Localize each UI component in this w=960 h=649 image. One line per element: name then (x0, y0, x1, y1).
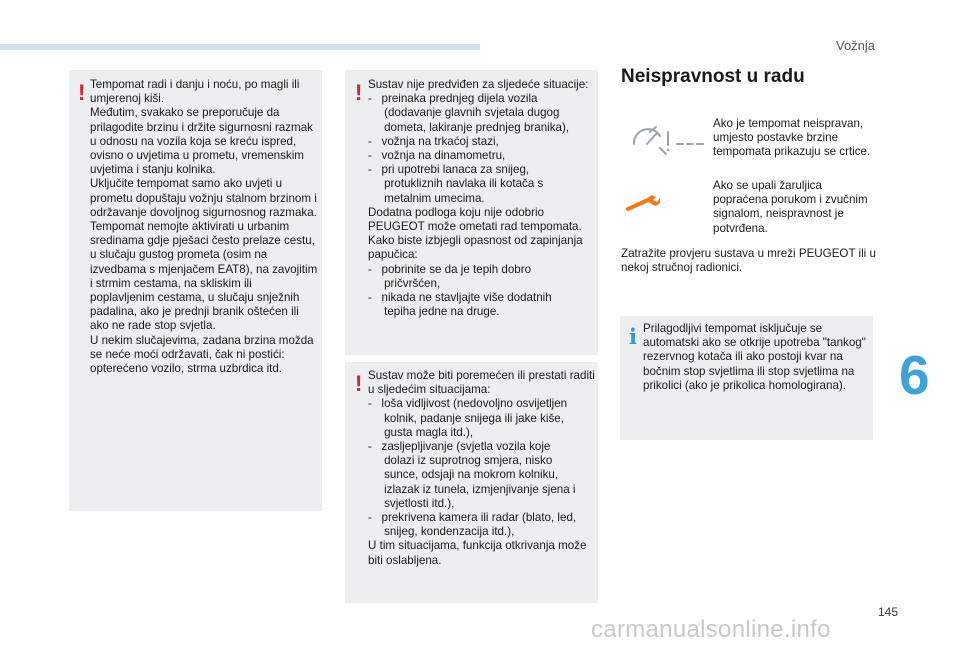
service-advice: Zatražite provjeru sustava u mreži PEUGEOT ili u nekoj stručnoj radionici. (621, 247, 876, 275)
warning-icon: ! (78, 80, 86, 105)
wrench-icon (626, 189, 662, 213)
warning-box-usage (69, 70, 322, 511)
watermark: carmanualsonline.info (591, 616, 831, 643)
page-heading: Neispravnost u radu (621, 66, 805, 87)
info-box (620, 316, 873, 440)
warning-box-limitations (345, 70, 598, 355)
page-number: 145 (878, 605, 899, 619)
fault-confirmation: Ako se upali žaruljica popraćena porukom i zvučnim signalom, neispravnost je potvrđena. (713, 179, 868, 235)
info-icon: i (629, 324, 637, 349)
info-text: Prilagodljivi tempomat isključuje se automatski ako se otkrije upotreba "tankog" rezervnog kotača ili ako postoji kvar na bočnim stop svjetlima ili stop svjetlima na prikolici (ako je prikolica homologirana). (643, 322, 870, 392)
fault-description: Ako je tempomat neispravan, umjesto postavke brzine tempomata prikazuju se crtice. (713, 117, 871, 159)
header-accent-bar (0, 44, 480, 50)
warning-icon: ! (355, 80, 363, 105)
warning-icon: ! (355, 371, 363, 396)
warning-text: Tempomat radi i danju i noću, po magli ili umjerenoj kiši. Međutim, svakako se preporučuje da prilagodite brzinu i držite sigurnosni razmak u odnosu na vozila koja se kreću ispred, ovisno o uvjetima u prometu, vremenskim uvjetima i stanju kolnika. Uključite tempomat samo ako uvjeti u prometu dopuštaju vožnju stalnom brzinom i održavanje dovoljnog sigurnosnog razmaka. Tempomat nemojte aktivirati u urbanim sredinama gdje pješaci često prelaze cestu, u slučaju gustog prometa (osim na izvedbama s mjenjačem EAT8), na zavojitim i strmim cestama, na skliskim ili poplavljenim cestama, u slučaju snježnih padalina, ako je prednji branik oštećen ili ako ne rade stop svjetla. U nekim slučajevima, zadana brzina možda se neće moći održavati, čak ni postići: opterećeno vozilo, strma uzbrdica itd. (90, 78, 318, 376)
warning-text: Sustav može biti poremećen ili prestati raditi u sljedećim situacijama: - loša vidljivost (nedovoljno osvijetljen kolnik, padanje snijega ili jake kiše, gusta magla itd.), - zasljepljivanje (svjetla vozila koje dolazi iz suprotnog smjera, nisko sunce, odsjaji na mokrom kolniku, izlazak iz tunela, izmjenjivanje sjena i svjetlosti itd.), - prekrivena kamera ili radar (blato, led, snijeg, kondenzacija itd.), U tim situacijama, funkcija otkrivanja može biti oslabljena. (368, 369, 595, 567)
cruise-control-fault-icon (630, 124, 705, 158)
warning-text: Sustav nije predviđen za sljedeće situacije: - preinaka prednjeg dijela vozila (dodavanje glavnih svjetala dugog dometa, lakiranje prednjeg branika), - vožnja na trkaćoj stazi, - vožnja na dinamometru, - pri upotrebi lanaca za snijeg, protukliznih navlaka ili kotača s metalnim umecima. Dodatna podloga koju nije odobrio PEUGEOT može ometati rad tempomata. Kako biste izbjegli opasnost od zapinjanja papučica: - pobrinite se da je tepih dobro pričvršćen, - nikada ne stavljajte više dodatnih tepiha jedne na druge. (368, 78, 589, 319)
chapter-number: 6 (899, 344, 930, 406)
warning-box-disturbances (345, 362, 598, 603)
section-title: Vožnja (836, 38, 876, 53)
